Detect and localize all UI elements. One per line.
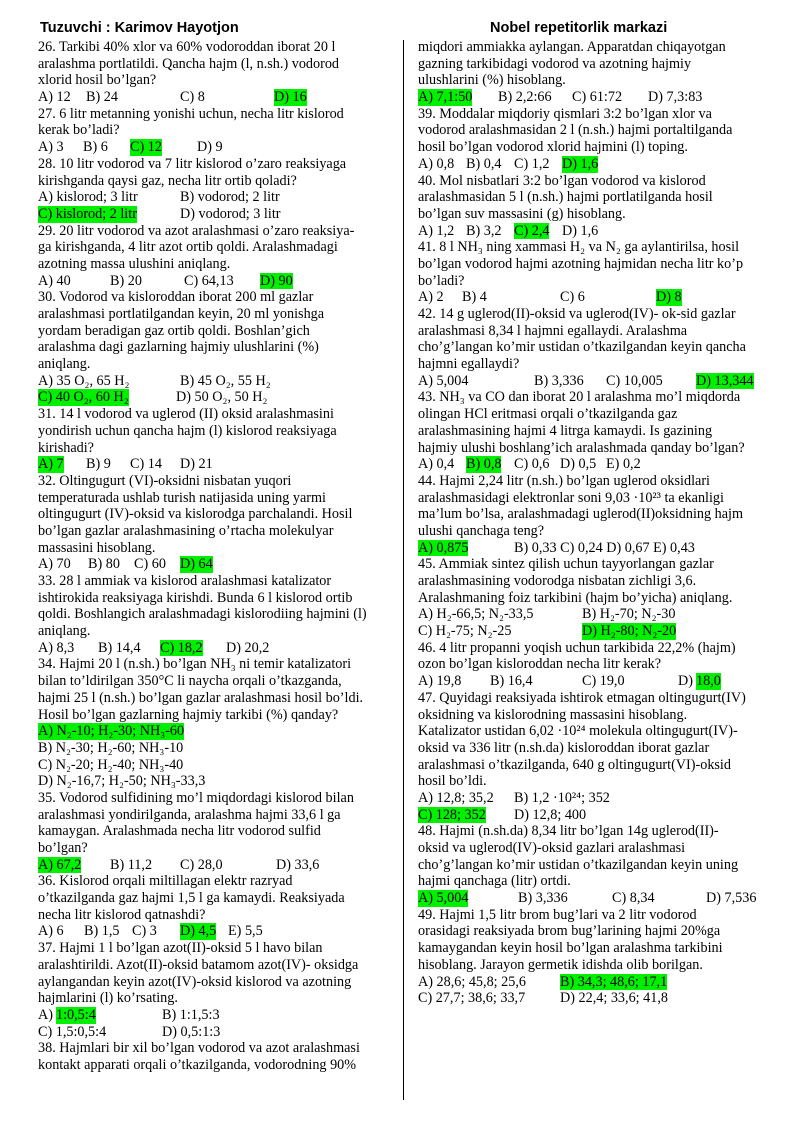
answer-option: B) 0,33 C) 0,24 D) 0,67 E) 0,43: [514, 539, 695, 556]
text-line: 44. Hajmi 2,24 litr (n.sh.) bo’lgan uglerod oksidlari: [418, 472, 710, 489]
answer-option: D) 50 O₂, 50 H₂: [176, 389, 268, 406]
answer-option: B) 3,336: [534, 372, 584, 389]
answer-option: D) 22,4; 33,6; 41,8: [560, 990, 668, 1007]
text-line: hajmi 25 l (n.sh.) bo’lgan gazlar aralashmasi hosil bo’ldi.: [38, 689, 364, 706]
correct-answer-option: 1:0,5:4: [56, 1006, 96, 1023]
answer-option: A) 40: [38, 272, 71, 289]
center-name: Nobel repetitorlik markazi: [490, 20, 668, 36]
answer-option: C) 60: [134, 556, 166, 573]
correct-answer-option: A) 7: [38, 456, 64, 473]
correct-answer-option: D) 64: [180, 556, 213, 573]
text-line: aralashmasi yondirilganda, aralashma hajmi 33,6 l ga: [38, 806, 341, 823]
text-line: hisoblang. Jarayon germetik idishda olib borilgan.: [418, 956, 703, 973]
correct-answer-option: C) 12: [130, 139, 162, 156]
text-line: hajmni egallaydi?: [418, 356, 520, 373]
text-line: hajmi qanchaga (litr) ortdi.: [418, 873, 571, 890]
answer-option: D) 9: [197, 139, 223, 156]
text-line: 36. Kislorod orqali miltillagan elektr razryad: [38, 873, 293, 890]
answer-option: C) 3: [132, 923, 157, 940]
text-line: miqdori ammiakka aylangan. Apparatdan chiqayotgan: [418, 39, 726, 55]
text-line: hosil bo’lgan vodorod xlorid hajmini (l) toping.: [418, 139, 688, 156]
text-line: aylangandan keyin azot(IV)-oksid kislorod va azotning: [38, 973, 352, 990]
text-line: 33. 28 l ammiak va kislorod aralashmasi katalizator: [38, 573, 332, 589]
correct-answer-option: D) 1,6: [562, 155, 599, 172]
answer-option: B) 1,2 ·10²⁴; 352: [514, 789, 610, 806]
author-label: Tuzuvchi : Karimov Hayotjon: [40, 20, 239, 36]
text-line: massasini hisoblang.: [38, 539, 156, 556]
text-line: 27. 6 litr metanning yonishi uchun, necha litr kislorod: [38, 105, 344, 122]
answer-options-row: [418, 456, 768, 473]
answer-option: B) H₂-70; N₂-30: [582, 606, 676, 623]
text-line: bo’lgan gazlar aralashmasining o’rtacha molekulyar: [38, 522, 334, 539]
correct-answer-option: A) 0,875: [418, 539, 469, 556]
answer-option: C) 61:72: [572, 89, 623, 106]
text-line: oltingugurt (IV)-oksid va kislorodga parchalandi. Hosil: [38, 506, 353, 523]
text-line: B) N₂-30; H₂-60; NH₃-10: [38, 739, 184, 756]
answer-option: A) 1,2: [418, 222, 455, 239]
answer-option: A) 70: [38, 556, 71, 573]
text-line: kerak bo’ladi?: [38, 122, 120, 139]
text-line: 40. Mol nisbatlari 3:2 bo’lgan vodorod va kislorod: [418, 172, 706, 189]
answer-option: A) kislorod; 3 litr: [38, 189, 138, 206]
answer-options-row: [38, 1024, 398, 1041]
text-line: 28. 10 litr vodorod va 7 litr kislorod o’zaro reaksiyaga: [38, 155, 347, 172]
text-line: oksid va uglerod(IV)-oksid gazlari aralashmasi: [418, 840, 686, 856]
answer-options-row: [418, 89, 768, 106]
answer-option: B) vodorod; 2 litr: [180, 189, 280, 206]
correct-answer-option: 18,0: [696, 673, 721, 690]
text-line: 45. Ammiak sintez qilish uchun tayyorlangan gazlar: [418, 556, 714, 573]
text-line: hosil bo’ldi.: [418, 773, 487, 790]
text-line: 30. Vodorod va kisloroddan iborat 200 ml gazlar: [38, 289, 314, 306]
text-line: Hosil bo’lgan gazlarning hajmiy tarkibi (%) qanday?: [38, 706, 339, 723]
text-line: olingan HCl eritmasi orqali o’tkazilganda gaz: [418, 406, 678, 423]
answer-options-row: [38, 456, 398, 473]
text-line: aralashmasi 8,34 l hajmni egallaydi. Aralashma: [418, 322, 688, 339]
text-line: vodorod aralashmasidan 2 l (n.sh.) hajmi portaltilganda: [418, 122, 733, 139]
answer-options-row: [418, 156, 768, 173]
answer-option: B) 16,4: [490, 673, 533, 690]
text-line: C) N₂-20; H₂-40; NH₃-40: [38, 756, 184, 773]
answer-option: B) 9: [86, 456, 111, 473]
answer-options-row: [418, 974, 768, 991]
answer-option: A) 28,6; 45,8; 25,6: [418, 973, 526, 990]
answer-option: D) 7,536: [706, 890, 757, 907]
text-line: kamaygan. Aralashmada necha litr vodorod sulfid: [38, 823, 321, 840]
text-line: yordam beradigan gaz ortib qoldi. Boshlan’gich: [38, 322, 310, 339]
text-line: aralashmasining vodorodga nisbatan zichligi 3,6.: [418, 573, 697, 589]
answer-option: C) 28,0: [180, 856, 223, 873]
correct-answer-option: B) 34,3; 48,6; 17,1: [560, 973, 668, 990]
answer-options-row: [38, 89, 398, 106]
answer-option: A) H₂-66,5; N₂-33,5: [418, 606, 534, 623]
answer-options-row: [38, 373, 398, 390]
answer-option: C) 8,34: [612, 890, 655, 907]
text-line: ozon bo’lgan kisloroddan necha litr kerak?: [418, 656, 662, 673]
answer-option: A) 35 O₂, 65 H₂: [38, 372, 130, 389]
text-line: 35. Vodorod sulfidining mo’l miqdordagi kislorod bilan: [38, 789, 354, 806]
text-line: 46. 4 litr propanni yoqish uchun tarkibida 22,2% (hajm): [418, 639, 736, 656]
answer-option: B) 24: [86, 89, 118, 106]
text-line: kirishadi?: [38, 439, 94, 456]
text-line: ishtirokida reaksiyaga kirishdi. Bunda 6 l kislorod ortib: [38, 589, 353, 606]
text-line: bo’lgan?: [38, 840, 88, 856]
text-line: ulushlarini (%) hisoblang.: [418, 72, 566, 89]
answer-option: A) 3: [38, 139, 64, 156]
text-line: Katalizator ustidan 6,02 ·10²⁴ molekula oltingugurt(IV)-: [418, 723, 738, 740]
text-line: aniqlang.: [38, 623, 91, 640]
text-line: azotning massa ulushini aniqlang.: [38, 255, 231, 272]
page-header: [40, 20, 760, 40]
correct-answer-option: D) 16: [274, 89, 307, 106]
answer-option: B) 14,4: [98, 639, 141, 656]
answer-option: B) 6: [83, 139, 108, 156]
answer-option: C) 10,005: [606, 372, 663, 389]
right-column: [418, 39, 768, 1007]
column-divider: [403, 40, 404, 1100]
text-line: bo’lgan vodorod hajmi azotning hajmidan necha litr ko’p: [418, 255, 744, 272]
answer-options-row: [38, 640, 398, 657]
text-line: bilan to’ldirilgan 350°C li naycha orqali o’tkazganda,: [38, 673, 342, 690]
answer-options-row: [418, 540, 768, 557]
answer-option: B) 4: [462, 289, 487, 306]
answer-options-row: [418, 606, 768, 623]
answer-option: D) 1,6: [562, 222, 599, 239]
answer-options-row: [418, 289, 768, 306]
answer-option: A) 19,8: [418, 673, 462, 690]
answer-options-row: [38, 556, 398, 573]
text-line: 39. Moddalar miqdoriy qismlari 3:2 bo’lgan xlor va: [418, 105, 712, 122]
answer-options-row: [418, 790, 768, 807]
answer-options-row: [418, 990, 768, 1007]
answer-options-row: [418, 623, 768, 640]
answer-option: D) 0,5: [560, 456, 597, 473]
text-line: 47. Quyidagi reaksiyada ishtirok etmagan oltingugurt(IV): [418, 689, 746, 706]
answer-options-row: [38, 723, 398, 740]
answer-option: C) 1,2: [514, 155, 550, 172]
correct-answer-option: D) 13,344: [696, 372, 754, 389]
answer-options-row: [418, 673, 768, 690]
correct-answer-option: A) 67,2: [38, 856, 82, 873]
answer-option: D) vodorod; 3 litr: [180, 205, 281, 222]
correct-answer-option: C) kislorod; 2 litr: [38, 205, 137, 222]
text-line: orasidagi reaksiyada brom bug’larining hajmi 20%ga: [418, 923, 721, 940]
answer-option: D): [678, 673, 693, 690]
answer-option: D) 33,6: [276, 856, 320, 873]
answer-option: C) 19,0: [582, 673, 625, 690]
correct-answer-option: A) 5,004: [418, 890, 469, 907]
text-line: 38. Hajmlari bir xil bo’lgan vodorod va azot aralashmasi: [38, 1040, 360, 1057]
answer-option: C) 1,5:0,5:4: [38, 1023, 107, 1040]
text-line: kamaygandan keyin hosil bo’lgan aralashma tarkibini: [418, 940, 723, 957]
answer-options-row: [38, 857, 398, 874]
correct-answer-option: D) 8: [656, 289, 682, 306]
answer-option: C) 0,6: [514, 456, 550, 473]
answer-option: A) 0,4: [418, 456, 455, 473]
text-line: 42. 14 g uglerod(II)-oksid va uglerod(IV)- ok-sid gazlar: [418, 306, 736, 322]
text-line: aralashmasi portlatilgandan keyin, 20 ml yonishga: [38, 306, 325, 322]
correct-answer-option: C) 128; 352: [418, 806, 486, 823]
answer-option: B) 11,2: [110, 856, 153, 873]
text-line: aralashmasidan 5 l (n.sh.) hajmi portlatilganda hosil: [418, 189, 713, 206]
text-line: D) N₂-16,7; H₂-50; NH₃-33,3: [38, 773, 206, 790]
text-line: cho’g’langan ko’mir ustidan o’tkazilgandan keyin qancha: [418, 339, 746, 356]
answer-option: A) 2: [418, 289, 444, 306]
answer-options-row: [418, 373, 768, 390]
answer-option: D) 7,3:83: [648, 89, 703, 106]
answer-option: C) 6: [560, 289, 585, 306]
answer-option: A) 8,3: [38, 639, 75, 656]
text-line: aralashmasi o’tkazilganda, 640 g oltingugurt(VI)-oksid: [418, 756, 731, 773]
answer-option: A) 5,004: [418, 372, 469, 389]
text-line: cho’g’langan ko’mir ustidan o’tkazilgandan keyin uning: [418, 856, 739, 873]
text-line: 41. 8 l NH₃ ning xammasi H₂ va N₂ ga aylantirilsa, hosil: [418, 239, 740, 256]
answer-option: A) 12: [38, 89, 71, 106]
answer-option: A) 6: [38, 923, 64, 940]
answer-option: C) H₂-75; N₂-25: [418, 623, 512, 640]
correct-answer-option: D) H₂-80; N₂-20: [582, 623, 677, 640]
text-line: temperaturada ushlab turish natijasida uning yarmi: [38, 489, 327, 506]
text-line: 37. Hajmi 1 l bo’lgan azot(II)-oksid 5 l havo bilan: [38, 940, 323, 957]
text-line: o’tkazilganda gaz hajmi 1,5 l ga kamaydi. Reaksiyada: [38, 890, 345, 907]
text-line: yondirish uchun qancha hajm (l) kislorod reaksiyaga: [38, 422, 337, 439]
answer-option: A) 0,8: [418, 155, 455, 172]
correct-answer-option: A) N₂-10; H₂-30; NH₃-60: [38, 723, 185, 740]
answer-options-row: [38, 389, 398, 406]
text-line: aralashma portlatildi. Qancha hajm (l, n.sh.) vodorod: [38, 55, 340, 72]
text-line: 34. Hajmi 20 l (n.sh.) bo’lgan NH₃ ni temir katalizatori: [38, 656, 352, 673]
answer-option: C) 14: [130, 456, 162, 473]
answer-option: E) 5,5: [228, 923, 263, 940]
text-line: 31. 14 l vodorod va uglerod (II) oksid aralashmasini: [38, 406, 334, 423]
text-line: hajmiy ulushi boshlang’ich aralashmada qanday bo’lgan?: [418, 439, 745, 456]
correct-answer-option: B) 0,8: [466, 456, 502, 473]
text-line: kontakt apparati orqali o’tkazilganda, vodorodning 90%: [38, 1056, 357, 1073]
answer-option: C) 27,7; 38,6; 33,7: [418, 990, 526, 1007]
answer-option: D) 0,5:1:3: [162, 1023, 221, 1040]
correct-answer-option: C) 18,2: [160, 639, 203, 656]
answer-options-row: [38, 923, 398, 940]
correct-answer-option: C) 40 O₂, 60 H₂: [38, 389, 129, 406]
text-line: aniqlang.: [38, 356, 91, 373]
answer-options-row: [418, 807, 768, 824]
answer-options-row: [38, 273, 398, 290]
answer-option: B) 3,2: [466, 222, 502, 239]
text-line: ga kirishganda, 4 litr azot ortib qoldi. Aralashmadagi: [38, 239, 338, 256]
answer-option: D) 21: [180, 456, 213, 473]
text-line: kirishganda qaysi gaz, necha litr ortib qoladi?: [38, 172, 297, 189]
text-line: gazning tarkibidagi vodorod va azotning hajmiy: [418, 55, 692, 72]
answer-option: B) 0,4: [466, 155, 502, 172]
text-line: aralashma dagi gazlarning hajmiy ulushlarini (%): [38, 339, 319, 356]
answer-option: B) 1:1,5:3: [162, 1006, 220, 1023]
text-line: aralashtirildi. Azot(II)-oksid batamom azot(IV)- oksidga: [38, 956, 359, 973]
answer-option: B) 3,336: [518, 890, 568, 907]
text-line: aralashmasidagi elektronlar soni 9,03 ·10²³ ta ekanligi: [418, 489, 724, 506]
answer-options-row: [418, 890, 768, 907]
answer-option: B) 1,5: [84, 923, 120, 940]
answer-option: D) 12,8; 400: [514, 806, 587, 823]
answer-option: A): [38, 1006, 53, 1023]
text-line: bo’ladi?: [418, 272, 465, 289]
answer-option: B) 80: [88, 556, 120, 573]
correct-answer-option: D) 4,5: [180, 923, 217, 940]
answer-options-row: [38, 1007, 398, 1024]
answer-option: A) 12,8; 35,2: [418, 789, 494, 806]
text-line: qoldi. Boshlangich aralashmadagi kislorodiing hajmini (l): [38, 606, 367, 623]
text-line: 26. Tarkibi 40% xlor va 60% vodoroddan iborat 20 l: [38, 39, 336, 55]
answer-options-row: [38, 139, 398, 156]
text-line: necha litr kislorod qatnashdi?: [38, 906, 206, 923]
answer-options-row: [38, 189, 398, 206]
text-line: 29. 20 litr vodorod va azot aralashmasi o’zaro reaksiya-: [38, 222, 355, 239]
answer-option: B) 20: [110, 272, 142, 289]
text-line: Aralashmaning foiz tarkibini (hajm bo’yicha) aniqlang.: [418, 589, 733, 606]
text-line: aralashmasining hajmi 4 litrga kamaydi. Is gazining: [418, 422, 713, 439]
text-line: 48. Hajmi (n.sh.da) 8,34 litr bo’lgan 14g uglerod(II)-: [418, 823, 719, 840]
correct-answer-option: D) 90: [260, 272, 293, 289]
text-line: ulushi qanchaga teng?: [418, 522, 545, 539]
text-line: 32. Oltingugurt (VI)-oksidni nisbatan yuqori: [38, 472, 292, 489]
text-line: xlorid hosil bo’lgan?: [38, 72, 157, 89]
answer-option: D) 20,2: [226, 639, 270, 656]
text-line: 49. Hajmi 1,5 litr brom bug’lari va 2 litr vodorod: [418, 906, 697, 923]
text-line: oksidning va kislorodning massasini hisoblang.: [418, 706, 688, 723]
text-line: hajmlarini (l) ko’rsating.: [38, 990, 178, 1007]
answer-option: B) 2,2:66: [498, 89, 552, 106]
answer-options-row: [418, 223, 768, 240]
text-line: oksid va 336 litr (n.sh.da) kisloroddan iborat gazlar: [418, 739, 710, 756]
correct-answer-option: C) 2,4: [514, 222, 550, 239]
answer-options-row: [38, 206, 398, 223]
text-line: 43. NH₃ va CO dan iborat 20 l aralashma mo’l miqdorda: [418, 389, 741, 406]
answer-option: E) 0,2: [606, 456, 641, 473]
answer-option: B) 45 O₂, 55 H₂: [180, 372, 271, 389]
left-column: [38, 39, 398, 1074]
answer-option: C) 8: [180, 89, 205, 106]
correct-answer-option: A) 7,1:50: [418, 89, 473, 106]
text-line: bo’lgan suv massasini (g) hisoblang.: [418, 205, 626, 222]
text-line: ma’lum bo’lsa, aralashmadagi uglerod(II)oksidning hajm: [418, 506, 744, 523]
answer-option: C) 64,13: [184, 272, 234, 289]
